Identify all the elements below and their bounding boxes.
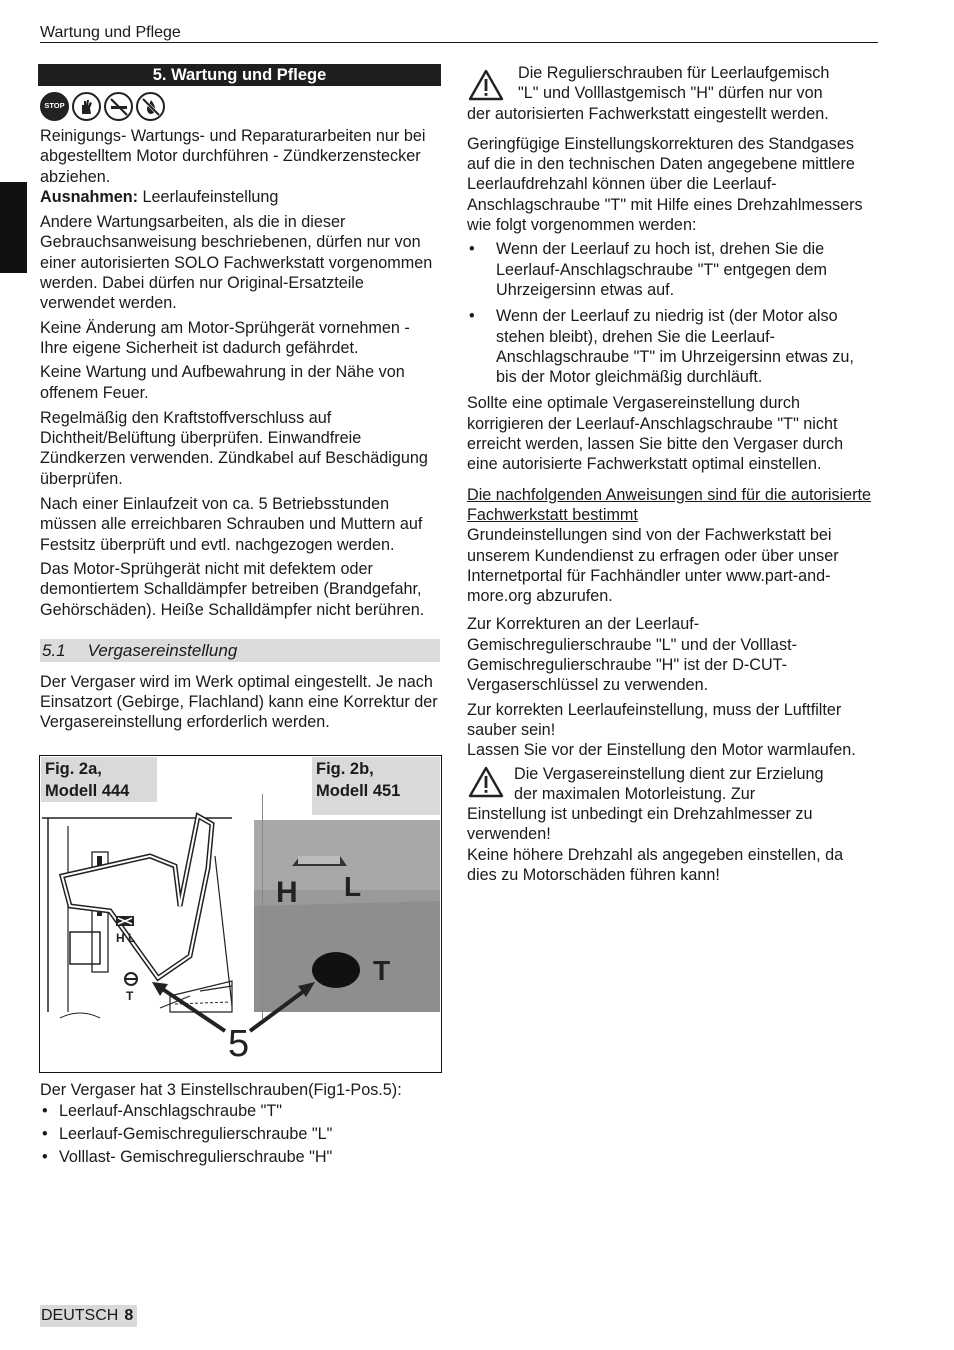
warning-text-line: "L" und Volllastgemisch "H" dürfen nur von (518, 84, 823, 103)
list-item: • Wenn der Leerlauf zu niedrig ist (der Motor also stehen bleibt), drehen Sie die Leerlauf-Anschlagschraube "T" im Uhrzeigersinn etwas zu, bis der Motor gleichmäßig durchläuft. (467, 306, 872, 387)
right-column (467, 63, 872, 885)
fig-a-hl-label: H L (116, 930, 136, 945)
idle-screw-opening (312, 952, 360, 988)
no-open-flame-icon (136, 92, 165, 121)
exceptions-text: Leerlaufeinstellung (138, 187, 279, 206)
language-side-tab (0, 182, 27, 273)
paragraph-no-modifications: Keine Änderung am Motor-Sprühgerät vornehmen - Ihre eigene Sicherheit ist dadurch gefährdet. (40, 318, 410, 357)
section-title: 5. Wartung und Pflege (38, 64, 441, 86)
paragraph-engine-off: Reinigungs- Wartungs- und Reparaturarbeiten nur bei abgestelltem Motor durchführen - Zündkerzenstecker abziehen. (40, 127, 426, 186)
stop-icon-label: STOP (44, 101, 65, 111)
fig-a-t-label: T (126, 988, 134, 1003)
left-column (40, 64, 440, 1169)
warning-block-authorized (467, 63, 872, 124)
paragraph-workshop-note: Die nachfolgenden Anweisungen sind für die autorisierte Fachwerkstatt bestimmt (467, 485, 872, 524)
fig-b-h-label: H (276, 875, 298, 909)
warning-icon (468, 69, 504, 101)
figure-label-2b-text: Fig. 2b, Modell 451 (316, 759, 401, 800)
subsection-heading (40, 639, 440, 662)
paragraph-basic-settings: Grundeinstellungen sind von der Fachwerkstatt bei unserem Kundendienst zu erfragen oder über unser Internetportal für Fachhändler unter www.part-and-more.org abzurufen. (467, 526, 839, 606)
warning-text-line: Die Vergasereinstellung dient zur Erzielung (514, 764, 824, 783)
list-item: • Wenn der Leerlauf zu hoch ist, drehen Sie die Leerlauf-Anschlagschraube "T" entgegen dem Uhrzeigersinn etwas auf. (467, 239, 872, 300)
subsection-title: Vergasereinstellung (87, 640, 238, 660)
paragraph-idle-correction: Geringfügige Einstellungskorrekturen des Standgases auf die in den technischen Daten angegebene mittlere Leerlaufdrehzahl können über die Leerlauf-Anschlagschraube "T" mit Hilfe eines Drehzahlmessers wie folgt vorgenommen werden: (467, 134, 863, 235)
warning-text-line: der maximalen Motorleistung. Zur (514, 784, 756, 803)
paragraph-air-filter: Zur korrekten Leerlaufeinstellung, muss der Luftfilter sauber sein! (467, 700, 842, 739)
figure-label-2b (312, 757, 440, 815)
paragraph-fuel-cap: Regelmäßig den Kraftstoffverschluss auf Dichtheit/Belüftung überprüfen. Einwandfreie Zündkerzen verwenden. Zündkabel auf Beschädigung überprüfen. (40, 408, 428, 488)
safety-symbol-row (40, 92, 440, 122)
list-item: • Volllast- Gemischregulierschraube "H" (40, 1146, 440, 1169)
footer-language: DEUTSCH (41, 1307, 119, 1324)
list-item: • Leerlauf-Anschlagschraube "T" (40, 1100, 440, 1123)
paragraph-carburetor-intro: Der Vergaser wird im Werk optimal eingestellt. Je nach Einsatzort (Gebirge, Flachland) kann eine Korrektur der Vergasereinstellung erforderlich werden. (40, 672, 438, 732)
screw-list (40, 1100, 440, 1169)
carburetor-figure (39, 755, 442, 1073)
warning-text-line: Die Regulierschrauben für Leerlaufgemisch (518, 64, 830, 82)
stop-icon (40, 92, 69, 121)
page-number: 8 (124, 1307, 134, 1324)
paragraph-max-speed: Keine höhere Drehzahl als angegeben einstellen, da dies zu Motorschäden führen kann! (467, 845, 844, 884)
paragraph-warm-up: Lassen Sie vor der Einstellung den Motor warmlaufen. (467, 741, 856, 760)
figure-divider (262, 794, 263, 1019)
running-header: Wartung und Pflege (40, 24, 181, 41)
page-footer (40, 1305, 137, 1327)
no-smoking-icon (104, 92, 133, 121)
fig-b-l-label: L (344, 870, 362, 902)
paragraph-other-maintenance: Andere Wartungsarbeiten, als die in dieser Gebrauchsanweisung beschriebenen, dürfen nur von einer autorisierten SOLO Fachwerkstatt vorgenommen werden. Dabei dürfen nur Original-Ersatzteile verwendet werden. (40, 213, 433, 313)
protective-gloves-icon (72, 92, 101, 121)
paragraph-exceptions (40, 187, 440, 207)
paragraph-muffler: Das Motor-Sprühgerät nicht mit defektem oder demontiertem Schalldämpfer betreiben (Brandgefahr, Gehörschäden). Heiße Schalldämpfer nicht berühren. (40, 559, 425, 619)
paragraph-three-screws: Der Vergaser hat 3 Einstellschrauben(Fig1-Pos.5): (40, 1080, 402, 1099)
list-item: • Leerlauf-Gemischregulierschraube "L" (40, 1123, 440, 1146)
header-rule (40, 42, 878, 43)
warning-text-rest: der autorisierten Fachwerkstatt eingestellt werden. (467, 104, 829, 123)
subsection-number: 5.1 (42, 640, 66, 660)
paragraph-run-in: Nach einer Einlaufzeit von ca. 5 Betriebsstunden müssen alle erreichbaren Schrauben und Muttern auf Festsitz überprüft und evtl. nachgezogen werden. (40, 495, 423, 554)
warning-icon (468, 766, 504, 798)
warning-text-rest: Einstellung ist unbedingt ein Drehzahlmesser zu verwenden! (467, 805, 813, 844)
fig-b-t-label: T (373, 954, 391, 986)
warning-block-tachometer (467, 764, 872, 845)
idle-adjust-list (467, 239, 872, 387)
figure-label-2a (41, 757, 157, 802)
figure-label-2a-text: Fig. 2a, Modell 444 (45, 759, 130, 800)
paragraph-no-fire: Keine Wartung und Aufbewahrung in der Nähe von offenem Feuer. (40, 363, 405, 402)
exceptions-label: Ausnahmen: (40, 187, 139, 206)
paragraph-dcut-key: Zur Korrekturen an der Leerlauf-Gemischregulierschraube "L" und der Volllast-Gemischregulierschraube "H" ist der D-CUT-Vergaserschlüssel zu verwenden. (467, 615, 798, 695)
callout-number: 5 (228, 1022, 250, 1065)
paragraph-optimal-setting: Sollte eine optimale Vergasereinstellung durch korrigieren der Leerlauf-Anschlagschraube "T" nicht erreicht werden, lassen Sie bitte den Vergaser durch eine autorisierte Fachwerkstatt optimal einstellen. (467, 394, 844, 474)
